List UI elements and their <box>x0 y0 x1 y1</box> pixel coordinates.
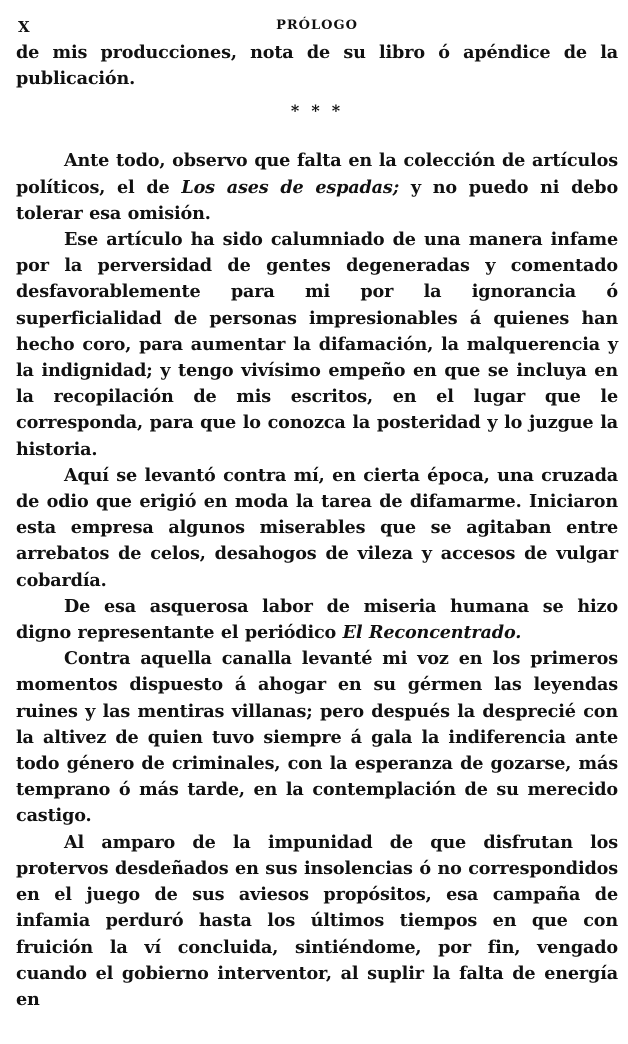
paragraph <box>16 594 618 646</box>
paragraph-text: Contra aquella canalla levanté mi voz en los primeros momentos dispuesto á ahogar en su gérmen las leyendas ruines y las mentiras villanas; pero después la desprecié con la altivez de quien tuvo siempre á gala la indiferencia ante todo género de criminales, con la esperanza de gozarse, más temprano ó más tarde, en la contemplación de su merecido castigo. <box>16 648 618 827</box>
running-title: PRÓLOGO <box>276 18 358 33</box>
paragraph-text: Aquí se levantó contra mí, en cierta época, una cruzada de odio que erigió en moda la tarea de difamarme. Iniciaron esta empresa algunos miserables que se agitaban entre arrebatos de celos, desahogos de vileza y accesos de vulgar cobardía. <box>16 464 618 591</box>
paragraph-text: de mis producciones, nota de su libro ó apéndice de la publicación. <box>16 42 618 90</box>
section-separator: * * * <box>290 101 344 121</box>
article-title-italic: Los ases de espadas; <box>181 176 400 198</box>
paragraph <box>16 646 618 829</box>
page-header <box>16 14 618 40</box>
book-page <box>16 14 618 1013</box>
body-text <box>16 40 618 1013</box>
paragraph-text: Ese artículo ha sido calumniado de una manera infame por la perversidad de gentes degeneradas y comentado desfavorablemente para mi por la ignorancia ó superficialidad de personas impresionables á quienes han hecho coro, para aumentar la difamación, la malquerencia y la indignidad; y tengo vivísimo empeño en que se incluya en la recopilación de mis escritos, en el lugar que le corresponda, para que lo conozca la posteridad y lo juzgue la historia. <box>16 229 618 460</box>
newspaper-title-italic: El Reconcentrado. <box>342 622 522 644</box>
paragraph-continuation <box>16 40 618 92</box>
paragraph-text: Al amparo de la impunidad de que disfrutan los protervos desdeñados en sus insolencias ó no correspondidos en el juego de sus aviesos propósitos, esa campaña de infamia perduró hasta los últimos tiempos en que con fruición la ví concluida, sintiéndome, por fin, vengado cuando el gobierno interventor, al suplir la falta de energía en <box>16 831 618 1010</box>
paragraph <box>16 830 618 1013</box>
paragraph-text: Ante todo, observo que falta en la colección de artículos políticos, el de <box>16 150 618 198</box>
paragraph-text: y no puedo ni debo tolerar esa omisión. <box>16 176 619 224</box>
paragraph <box>16 148 618 227</box>
paragraph <box>16 227 618 463</box>
page-number: X <box>18 18 31 36</box>
paragraph <box>16 463 618 594</box>
paragraph-text: De esa asquerosa labor de miseria humana se hizo digno representante el periódico <box>16 595 618 644</box>
